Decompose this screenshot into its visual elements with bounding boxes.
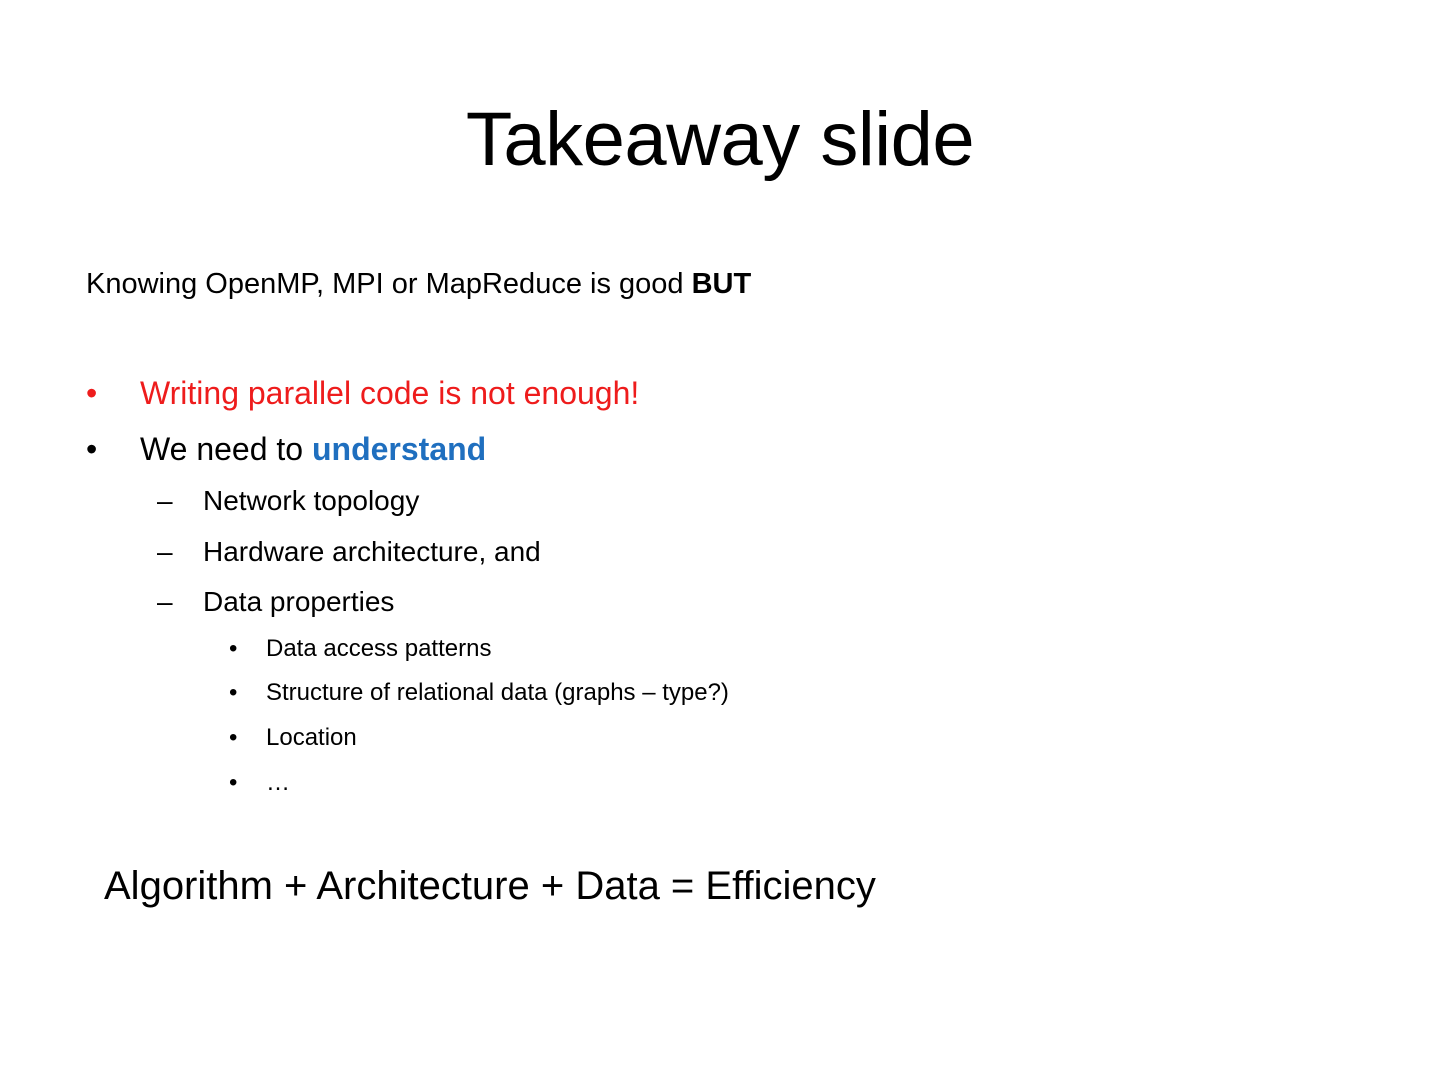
bullet-marker: • <box>229 679 238 706</box>
slide-title: Takeaway slide <box>465 97 975 182</box>
intro-text: Knowing OpenMP, MPI or MapReduce is good <box>86 268 692 300</box>
sub-bullet-text: Data properties <box>203 586 395 617</box>
sub-bullet-text: Hardware architecture, and <box>203 536 541 567</box>
equation-text: Algorithm + Architecture + Data = Efficiency <box>104 864 876 908</box>
sub-bullet-text: Network topology <box>203 485 420 516</box>
sub-sub-bullet-text: Data access patterns <box>266 635 492 662</box>
sub-sub-bullet-text: Structure of relational data (graphs – type?) <box>266 679 729 706</box>
bullet-text <box>140 429 486 469</box>
bullet-text-highlight: understand <box>311 431 487 467</box>
bullet-marker: • <box>86 431 98 467</box>
bullet-marker: • <box>229 724 238 751</box>
dash-marker: – <box>157 536 173 567</box>
bullet-marker: • <box>229 635 238 662</box>
bullet-marker: • <box>229 769 238 796</box>
sub-sub-bullet-text: Location <box>266 724 357 751</box>
dash-marker: – <box>157 485 173 516</box>
intro-line <box>86 264 751 304</box>
intro-emphasis: BUT <box>691 268 752 300</box>
dash-marker: – <box>157 586 173 617</box>
bullet-text-prefix: We need to <box>140 431 312 467</box>
sub-sub-bullet-text: … <box>266 769 290 796</box>
bullet-marker: • <box>86 375 98 411</box>
bullet-text: Writing parallel code is not enough! <box>140 375 640 411</box>
